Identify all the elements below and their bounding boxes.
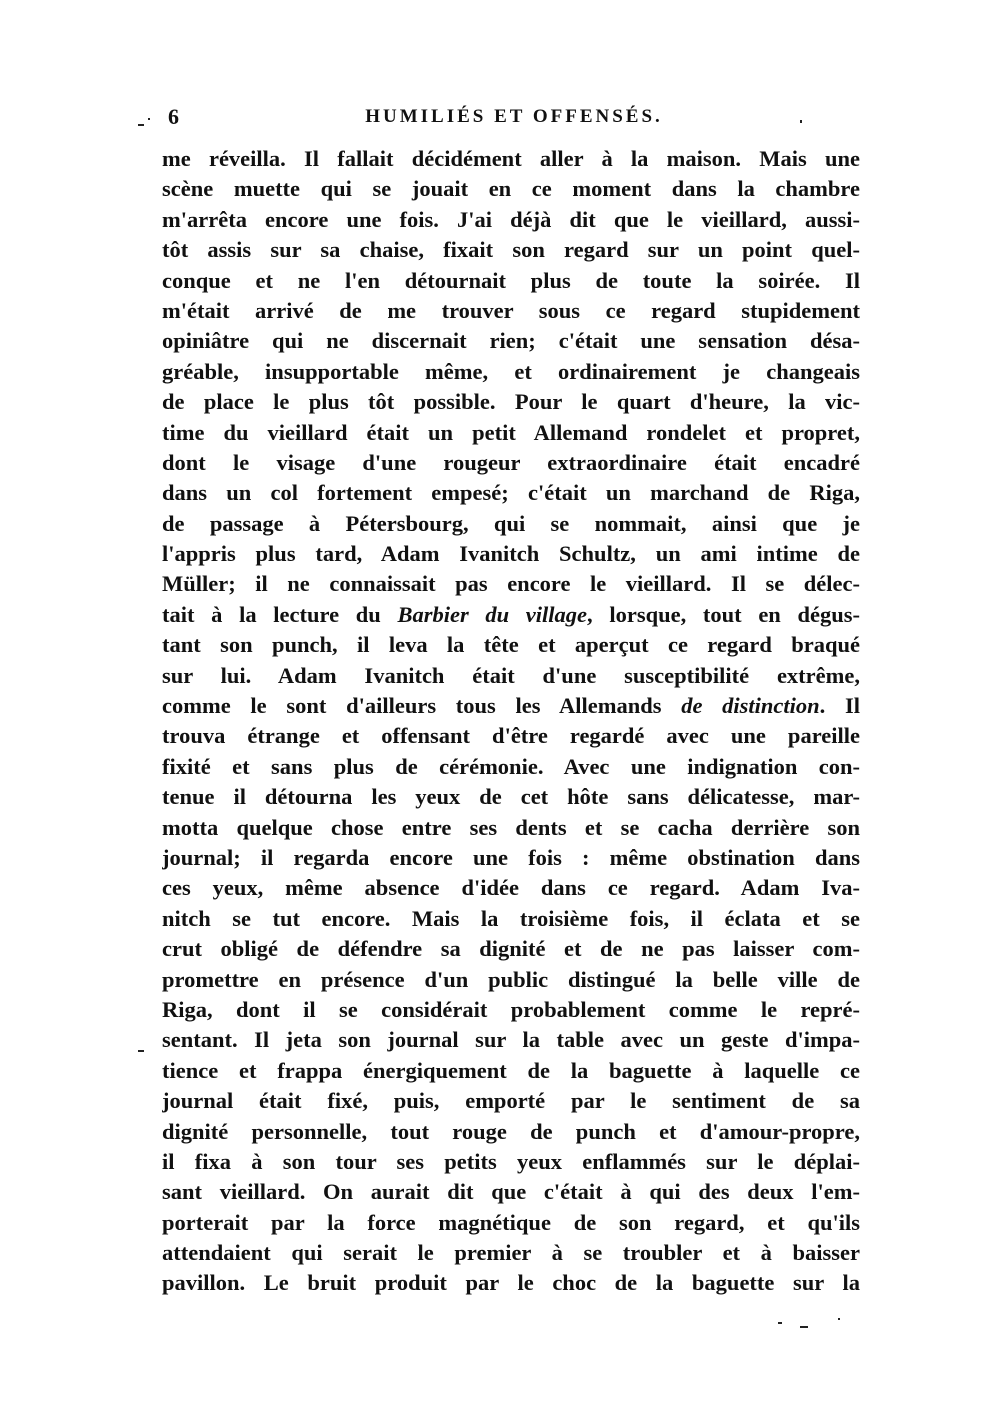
text-line — [162, 418, 860, 448]
text-segment: il fixa à son tour ses petits yeux enflammés sur le déplai- — [162, 1148, 860, 1174]
text-line — [162, 934, 860, 964]
text-segment: ces yeux, même absence d'idée dans ce regard. Adam Iva- — [162, 875, 860, 901]
text-segment: l'appris plus tard, Adam Ivanitch Schultz, un ami intime de — [162, 541, 860, 567]
scan-speck — [138, 1050, 144, 1052]
text-line — [162, 995, 860, 1025]
scan-speck — [838, 1318, 840, 1320]
text-line — [162, 296, 860, 326]
text-line — [162, 965, 860, 995]
text-segment: Müller; il ne connaissait pas encore le vieillard. Il se délec- — [162, 571, 860, 597]
running-title: HUMILIÉS ET OFFENSÉS. — [365, 106, 663, 127]
text-line — [162, 1025, 860, 1055]
text-segment: crut obligé de défendre sa dignité et de ne pas laisser com- — [162, 936, 860, 962]
text-segment: comme le sont d'ailleurs tous les Allemands — [162, 693, 682, 719]
text-line — [162, 205, 860, 235]
text-segment: sur lui. Adam Ivanitch était d'une susceptibilité extrême, — [162, 662, 860, 688]
scan-speck — [800, 1326, 808, 1328]
italic-title: de distinction — [681, 693, 820, 719]
scan-speck — [800, 120, 802, 123]
text-segment: m'arrêta encore une fois. J'ai déjà dit que le vieillard, aussi- — [162, 206, 860, 232]
text-line — [162, 448, 860, 478]
text-segment: nitch se tut encore. Mais la troisième fois, il éclata et se — [162, 905, 860, 931]
page-header — [168, 100, 860, 136]
text-line — [162, 1117, 860, 1147]
text-line — [162, 721, 860, 751]
text-segment: conque et ne l'en détournait plus de toute la soirée. Il — [162, 267, 860, 293]
text-line — [162, 904, 860, 934]
text-line — [162, 630, 860, 660]
text-segment: tant son punch, il leva la tête et aperçut ce regard braqué — [162, 632, 860, 658]
text-line — [162, 1208, 860, 1238]
text-segment: dignité personnelle, tout rouge de punch et d'amour-propre, — [162, 1118, 860, 1144]
text-segment: journal; il regarda encore une fois : même obstination dans — [162, 844, 860, 870]
text-segment: time du vieillard était un petit Allemand rondelet et propret, — [162, 419, 860, 445]
text-line — [162, 1238, 860, 1268]
text-segment: motta quelque chose entre ses dents et se cacha derrière son — [162, 814, 860, 840]
text-segment: , lorsque, tout en dégus- — [587, 601, 860, 627]
text-line — [162, 813, 860, 843]
text-line — [162, 387, 860, 417]
text-line — [162, 174, 860, 204]
text-line — [162, 843, 860, 873]
text-segment: fixité et sans plus de cérémonie. Avec une indignation con- — [162, 753, 860, 779]
text-segment: attendaient qui serait le premier à se troubler et à baisser — [162, 1240, 860, 1266]
text-line — [162, 691, 860, 721]
text-segment: de place le plus tôt possible. Pour le quart d'heure, la vic- — [162, 389, 860, 415]
text-line — [162, 509, 860, 539]
body-text — [162, 144, 860, 1299]
text-segment: scène muette qui se jouait en ce moment dans la chambre — [162, 176, 860, 202]
text-line — [162, 266, 860, 296]
scan-speck — [778, 1322, 782, 1324]
text-segment: me réveilla. Il fallait décidément aller à la maison. Mais une — [162, 146, 860, 171]
text-segment: de passage à Pétersbourg, qui se nommait, ainsi que je — [162, 510, 860, 536]
text-segment: m'était arrivé de me trouver sous ce regard stupidement — [162, 297, 860, 323]
text-line — [162, 1056, 860, 1086]
text-line — [162, 873, 860, 903]
text-segment: porterait par la force magnétique de son regard, et qu'ils — [162, 1209, 860, 1235]
text-segment: pavillon. Le bruit produit par le choc de la baguette sur la — [162, 1270, 860, 1296]
text-line — [162, 1177, 860, 1207]
text-line — [162, 1147, 860, 1177]
italic-title: Barbier du village — [397, 601, 588, 627]
text-segment: Riga, dont il se considérait probablement comme le repré- — [162, 996, 860, 1022]
text-segment: journal était fixé, puis, emporté par le sentiment de sa — [162, 1088, 860, 1114]
text-segment: opiniâtre qui ne discernait rien; c'était une sensation désa- — [162, 328, 860, 354]
text-segment: dans un col fortement empesé; c'était un marchand de Riga, — [162, 480, 860, 506]
text-line — [162, 782, 860, 812]
text-line — [162, 144, 860, 174]
text-segment: tience et frappa énergiquement de la baguette à laquelle ce — [162, 1057, 860, 1083]
text-line — [162, 1268, 860, 1298]
page-number: 6 — [168, 104, 180, 129]
text-segment: dont le visage d'une rougeur extraordinaire était encadré — [162, 449, 860, 475]
text-line — [162, 357, 860, 387]
text-line — [162, 235, 860, 265]
text-line — [162, 326, 860, 356]
text-segment: tôt assis sur sa chaise, fixait son regard sur un point quel- — [162, 237, 860, 263]
text-line — [162, 1086, 860, 1116]
text-line — [162, 478, 860, 508]
scan-speck — [138, 124, 144, 126]
text-line — [162, 569, 860, 599]
text-segment: gréable, insupportable même, et ordinairement je changeais — [162, 358, 860, 384]
scan-speck — [148, 118, 150, 120]
text-line — [162, 600, 860, 630]
text-segment: promettre en présence d'un public distingué la belle ville de — [162, 966, 860, 992]
text-segment: trouva étrange et offensant d'être regardé avec une pareille — [162, 723, 860, 749]
text-line — [162, 752, 860, 782]
text-line — [162, 661, 860, 691]
text-segment: sant vieillard. On aurait dit que c'était à qui des deux l'em- — [162, 1179, 860, 1205]
text-segment: tenue il détourna les yeux de cet hôte sans délicatesse, mar- — [162, 784, 860, 810]
text-segment: tait à la lecture du — [162, 601, 398, 627]
text-line — [162, 539, 860, 569]
text-segment: . Il — [819, 693, 860, 719]
text-segment: sentant. Il jeta son journal sur la table avec un geste d'impa- — [162, 1027, 860, 1053]
